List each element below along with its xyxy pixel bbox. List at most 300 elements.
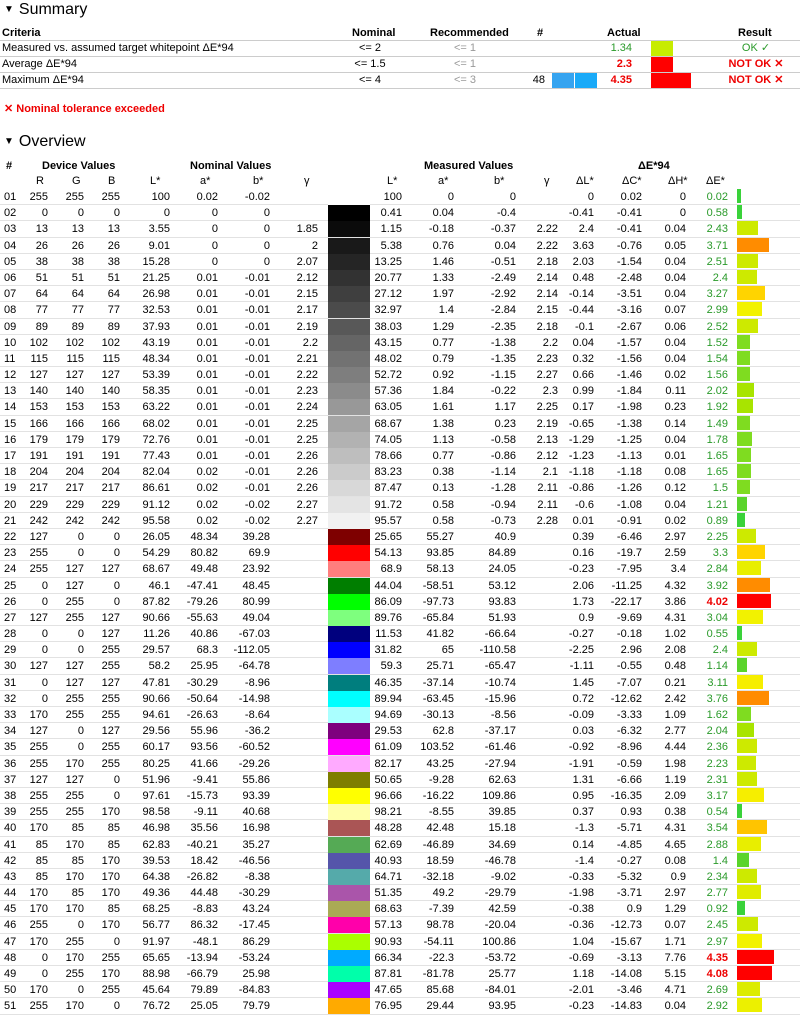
criteria-label: Measured vs. assumed target whitepoint ΔE*94 — [2, 42, 234, 54]
sub-header-b: B — [108, 175, 116, 187]
measured-l: 57.13 — [374, 919, 402, 932]
nominal-b: 80.99 — [242, 595, 270, 608]
nominal-a: 79.89 — [190, 984, 218, 997]
row-number: 42 — [4, 854, 17, 867]
measured-b: -1.35 — [490, 352, 516, 365]
measured-gamma: 2.1 — [542, 466, 558, 479]
group-header-num: # — [6, 160, 13, 172]
device-r: 127 — [29, 530, 48, 543]
device-b: 242 — [101, 514, 120, 527]
measured-a: -46.89 — [422, 838, 454, 851]
nominal-b: -0.02 — [244, 498, 270, 511]
color-swatch — [328, 934, 370, 950]
delta-h: 0.04 — [664, 433, 686, 446]
delta-e: 2.92 — [706, 1000, 728, 1013]
nominal-gamma: 2.23 — [296, 385, 318, 398]
delta-e-bar — [737, 545, 765, 559]
nominal-b: -0.02 — [244, 191, 270, 203]
row-number: 41 — [4, 838, 17, 851]
measured-b: -1.14 — [490, 466, 516, 479]
delta-e: 2.25 — [706, 530, 728, 543]
measured-gamma: 2.22 — [536, 239, 558, 252]
measured-b: 109.86 — [482, 789, 516, 802]
delta-e: 1.62 — [706, 709, 728, 721]
table-row — [0, 626, 800, 642]
device-g: 255 — [65, 968, 84, 980]
nominal-a: 68.3 — [196, 644, 218, 657]
nominal-l: 46.98 — [142, 822, 170, 835]
nominal-a: 93.56 — [190, 741, 218, 754]
delta-e-bar — [737, 302, 762, 316]
measured-l: 89.94 — [374, 692, 402, 705]
measured-a: 93.85 — [426, 547, 454, 560]
delta-e: 2.31 — [706, 773, 728, 786]
nominal-l: 26.05 — [142, 530, 170, 543]
device-r: 127 — [29, 369, 48, 382]
delta-e: 4.08 — [706, 968, 728, 980]
table-row — [0, 448, 800, 464]
nominal-a: -79.26 — [186, 595, 218, 608]
row-number: 45 — [4, 903, 17, 916]
delta-h: 4.31 — [664, 822, 686, 835]
row-number: 05 — [4, 255, 17, 268]
summary-section-title[interactable]: ▼ Summary — [4, 1, 88, 18]
delta-e: 1.49 — [706, 417, 728, 430]
delta-c: -0.27 — [616, 854, 642, 867]
measured-l: 50.65 — [374, 773, 402, 786]
nominal-a: -9.41 — [192, 773, 218, 786]
measured-b: 51.93 — [488, 611, 516, 624]
nominal-value: <= 4 — [358, 74, 382, 86]
device-r: 191 — [29, 450, 48, 462]
collapse-triangle-icon[interactable]: ▼ — [4, 136, 14, 147]
row-number: 12 — [4, 369, 17, 382]
delta-e: 1.78 — [706, 433, 728, 446]
color-swatch — [328, 998, 370, 1014]
device-r: 0 — [41, 951, 48, 964]
table-row — [0, 675, 800, 691]
device-g: 127 — [65, 579, 84, 592]
sub-header-measured-l: L* — [387, 175, 398, 187]
row-number: 39 — [4, 806, 17, 819]
device-g: 0 — [77, 207, 84, 220]
nominal-a: -26.63 — [186, 709, 218, 721]
measured-a: 0 — [447, 191, 454, 203]
delta-e-bar — [737, 497, 747, 511]
measured-b: -0.86 — [490, 450, 516, 462]
device-g: 255 — [65, 692, 84, 705]
count-swatch — [552, 73, 574, 88]
measured-gamma: 2.18 — [536, 255, 558, 268]
device-b: 115 — [102, 352, 120, 365]
nominal-gamma: 2.26 — [296, 450, 318, 462]
color-swatch — [328, 529, 370, 545]
delta-e: 4.02 — [706, 595, 728, 608]
nominal-gamma: 2.22 — [296, 369, 318, 382]
device-r: 255 — [29, 563, 48, 576]
delta-e-bar — [737, 286, 765, 300]
measured-gamma: 2.22 — [536, 223, 558, 236]
device-g: 0 — [77, 547, 84, 560]
device-g: 242 — [65, 514, 84, 527]
measured-b: -46.78 — [484, 854, 516, 867]
device-r: 204 — [29, 466, 48, 479]
delta-c: -1.13 — [616, 450, 642, 462]
delta-e: 3.11 — [707, 676, 728, 689]
table-row — [0, 658, 800, 674]
sub-header-measured-gamma: γ — [544, 175, 550, 187]
row-number: 04 — [4, 239, 17, 252]
delta-h: 0.04 — [664, 498, 686, 511]
device-r: 127 — [29, 660, 48, 673]
nominal-b: -0.01 — [244, 352, 270, 365]
row-number: 21 — [4, 514, 17, 527]
nominal-b: -84.83 — [238, 984, 270, 997]
color-swatch — [328, 594, 370, 610]
nominal-l: 82.04 — [142, 466, 170, 479]
delta-l: -0.6 — [575, 498, 594, 511]
device-r: 170 — [29, 887, 48, 900]
device-r: 217 — [29, 482, 48, 495]
collapse-triangle-icon[interactable]: ▼ — [4, 4, 14, 15]
nominal-b: 93.39 — [242, 789, 270, 802]
measured-l: 90.93 — [374, 935, 402, 948]
delta-l: -1.98 — [568, 887, 594, 900]
color-swatch — [328, 270, 370, 286]
table-row — [0, 205, 800, 221]
delta-e-bar — [737, 756, 756, 770]
nominal-b: -0.01 — [244, 417, 270, 430]
nominal-a: 18.42 — [190, 854, 218, 867]
device-b: 166 — [101, 417, 120, 430]
delta-e-bar — [737, 998, 762, 1012]
nominal-a: -40.21 — [186, 838, 218, 851]
device-g: 127 — [65, 773, 84, 786]
measured-b: -0.37 — [490, 223, 516, 236]
measured-a: -8.55 — [428, 806, 454, 819]
device-b: 85 — [107, 903, 120, 916]
measured-b: -20.04 — [484, 919, 516, 932]
measured-l: 20.77 — [374, 271, 402, 284]
measured-b: -53.72 — [484, 951, 516, 964]
nominal-a: 0.01 — [196, 417, 218, 430]
nominal-l: 11.26 — [143, 628, 170, 641]
device-r: 255 — [29, 919, 48, 932]
delta-l: -0.14 — [568, 288, 594, 301]
device-g: 115 — [66, 352, 84, 365]
device-b: 77 — [107, 304, 120, 317]
measured-b: 1.17 — [494, 401, 516, 414]
result-status: NOT OK ✕ — [728, 58, 784, 70]
nominal-a: -15.73 — [186, 789, 218, 802]
device-g: 153 — [65, 401, 84, 414]
device-b: 170 — [101, 919, 120, 932]
nominal-b: 40.68 — [242, 806, 270, 819]
delta-h: 2.77 — [664, 725, 686, 738]
nominal-gamma: 2.19 — [296, 320, 318, 333]
nominal-a: -55.63 — [186, 611, 218, 624]
delta-c: -1.18 — [616, 466, 642, 479]
measured-b: 53.12 — [488, 579, 516, 592]
nominal-b: -0.01 — [244, 320, 270, 333]
row-number: 36 — [4, 757, 17, 770]
device-r: 140 — [29, 385, 48, 398]
table-row — [0, 982, 800, 998]
color-swatch — [328, 189, 370, 205]
measured-b: -0.22 — [490, 385, 516, 398]
delta-e: 1.52 — [706, 336, 728, 349]
device-b: 0 — [113, 579, 120, 592]
table-row — [0, 756, 800, 772]
device-g: 26 — [71, 239, 84, 252]
device-b: 127 — [101, 628, 120, 641]
delta-e-bar — [737, 982, 760, 996]
nominal-a: -9.11 — [193, 806, 218, 819]
delta-l: 0.9 — [578, 611, 594, 624]
measured-b: -0.51 — [490, 255, 516, 268]
measured-b: 15.18 — [488, 822, 516, 835]
measured-l: 89.76 — [374, 611, 402, 624]
measured-a: 98.78 — [426, 919, 454, 932]
table-row — [0, 885, 800, 901]
row-number: 46 — [4, 919, 17, 932]
device-r: 242 — [29, 514, 48, 527]
measured-b: 100.86 — [482, 935, 516, 948]
nominal-gamma: 2.27 — [296, 514, 318, 527]
recommended-value: <= 1 — [453, 58, 477, 70]
nominal-l: 26.98 — [142, 288, 170, 301]
device-g: 127 — [65, 660, 84, 673]
sub-header-b-star: b* — [253, 175, 264, 187]
measured-gamma: 2.27 — [536, 369, 558, 382]
recommended-value: <= 3 — [453, 74, 477, 86]
delta-c: -15.67 — [610, 935, 642, 948]
device-g: 255 — [65, 709, 84, 721]
table-row — [0, 302, 800, 318]
delta-c: -0.76 — [616, 239, 642, 252]
device-b: 255 — [101, 757, 120, 770]
delta-c: -0.18 — [616, 628, 642, 641]
device-r: 0 — [41, 968, 48, 980]
color-swatch — [328, 221, 370, 237]
nominal-l: 39.53 — [142, 854, 170, 867]
nominal-b: 55.86 — [242, 773, 270, 786]
nominal-l: 46.1 — [148, 579, 170, 592]
measured-l: 48.02 — [374, 352, 402, 365]
delta-e-bar — [737, 869, 757, 883]
delta-h: 0.04 — [664, 288, 686, 301]
delta-l: -0.36 — [568, 919, 594, 932]
table-row — [0, 901, 800, 917]
delta-e: 2.69 — [706, 984, 728, 997]
nominal-b: -64.78 — [238, 660, 270, 673]
nominal-l: 3.55 — [148, 223, 170, 236]
nominal-l: 76.72 — [142, 1000, 170, 1013]
measured-l: 57.36 — [374, 385, 402, 398]
measured-b: -0.4 — [497, 207, 516, 220]
nominal-l: 65.65 — [142, 951, 170, 964]
measured-l: 32.97 — [374, 304, 402, 317]
delta-c: -19.7 — [616, 547, 642, 560]
nominal-b: 49.04 — [242, 611, 270, 624]
delta-h: 0.21 — [664, 676, 686, 689]
table-row — [0, 917, 800, 933]
row-number: 50 — [4, 984, 17, 997]
nominal-a: 0 — [211, 223, 218, 236]
measured-a: 1.33 — [432, 271, 454, 284]
device-b: 85 — [107, 822, 120, 835]
delta-e-bar — [737, 416, 750, 430]
measured-a: 55.27 — [426, 530, 454, 543]
device-b: 179 — [101, 433, 120, 446]
actual-value: 2.3 — [616, 58, 632, 70]
row-number: 01 — [4, 191, 17, 203]
device-b: 127 — [101, 563, 120, 576]
delta-e-bar — [737, 383, 754, 397]
color-swatch — [328, 901, 370, 917]
measured-b: -2.84 — [490, 304, 516, 317]
nominal-a: 44.48 — [190, 887, 218, 900]
device-r: 0 — [41, 579, 48, 592]
sub-header-l: L* — [150, 175, 161, 187]
measured-l: 87.81 — [374, 968, 402, 980]
device-b: 85 — [107, 838, 120, 851]
delta-h: 3.86 — [664, 595, 686, 608]
measured-b: -84.01 — [484, 984, 516, 997]
row-number: 15 — [4, 417, 17, 430]
nominal-l: 58.35 — [142, 385, 170, 398]
delta-c: -0.41 — [616, 207, 642, 220]
delta-l: -0.38 — [568, 903, 594, 916]
measured-a: -0.18 — [428, 223, 454, 236]
device-g: 127 — [65, 369, 84, 382]
nominal-gamma: 2.24 — [296, 401, 318, 414]
delta-c: -1.54 — [616, 255, 642, 268]
delta-h: 0.07 — [664, 919, 686, 932]
delta-c: 0.93 — [620, 806, 642, 819]
color-swatch — [328, 399, 370, 415]
delta-e: 2.77 — [706, 887, 728, 900]
device-r: 0 — [41, 628, 48, 641]
nominal-l: 68.25 — [142, 903, 170, 916]
recommended-value: <= 1 — [453, 42, 477, 54]
nominal-b: -112.05 — [233, 644, 270, 657]
nominal-l: 29.57 — [142, 644, 170, 657]
delta-h: 0.02 — [664, 369, 686, 382]
device-b: 0 — [113, 595, 120, 608]
row-number: 22 — [4, 530, 17, 543]
device-b: 0 — [113, 789, 120, 802]
delta-c: -5.71 — [616, 822, 642, 835]
nominal-a: 0.01 — [196, 352, 218, 365]
measured-l: 68.63 — [374, 903, 402, 916]
device-b: 0 — [113, 935, 120, 948]
delta-c: -2.67 — [616, 320, 642, 333]
nominal-a: 0.01 — [196, 369, 218, 382]
color-swatch — [328, 626, 370, 642]
measured-a: 0.38 — [432, 466, 454, 479]
measured-a: 62.8 — [432, 725, 454, 738]
measured-gamma: 2.13 — [536, 433, 558, 446]
device-b: 255 — [101, 644, 120, 657]
nominal-l: 0 — [163, 207, 170, 220]
color-swatch — [328, 917, 370, 933]
device-g: 64 — [71, 288, 84, 301]
nominal-l: 86.61 — [142, 482, 170, 495]
delta-h: 0.04 — [664, 1000, 686, 1013]
measured-l: 64.71 — [374, 870, 402, 883]
nominal-a: 49.48 — [190, 563, 218, 576]
delta-l: 2.4 — [578, 223, 594, 236]
delta-h: 0.14 — [664, 417, 686, 430]
delta-e: 1.65 — [706, 450, 728, 462]
delta-l: -0.23 — [568, 563, 594, 576]
table-row — [0, 739, 800, 755]
measured-gamma: 2.19 — [536, 417, 558, 430]
delta-h: 0.08 — [664, 466, 686, 479]
nominal-b: -53.24 — [238, 951, 270, 964]
measured-b: -1.38 — [490, 336, 516, 349]
nominal-b: -0.01 — [244, 271, 270, 284]
table-row — [0, 561, 800, 577]
color-swatch — [328, 383, 370, 399]
delta-l: 3.63 — [572, 239, 594, 252]
nominal-l: 91.12 — [142, 498, 170, 511]
nominal-b: -8.96 — [244, 676, 270, 689]
device-g: 170 — [65, 903, 84, 916]
device-r: 85 — [35, 870, 48, 883]
nominal-b: -8.38 — [244, 870, 270, 883]
device-r: 170 — [29, 709, 48, 721]
delta-c: -3.46 — [616, 984, 642, 997]
measured-l: 11.53 — [375, 628, 402, 641]
delta-e-bar — [737, 480, 750, 494]
measured-l: 27.12 — [374, 288, 402, 301]
delta-l: 1.04 — [572, 935, 594, 948]
measured-b: 42.59 — [488, 903, 516, 916]
measured-a: 49.2 — [432, 887, 454, 900]
delta-c: -1.38 — [616, 417, 642, 430]
nominal-b: 0 — [263, 239, 270, 252]
delta-h: 7.76 — [664, 951, 686, 964]
actual-bar — [651, 41, 673, 56]
nominal-l: 54.29 — [142, 547, 170, 560]
measured-l: 1.15 — [380, 223, 402, 236]
row-number: 11 — [4, 352, 16, 365]
delta-l: 1.31 — [572, 773, 594, 786]
delta-e-bar — [737, 934, 762, 948]
row-number: 27 — [4, 611, 17, 624]
device-r: 255 — [29, 191, 48, 203]
delta-c: -3.33 — [616, 709, 642, 721]
table-row — [0, 804, 800, 820]
delta-h: 2.97 — [664, 530, 686, 543]
delta-l: 0.66 — [572, 369, 594, 382]
delta-e: 0.92 — [706, 903, 728, 916]
delta-c: -0.41 — [616, 223, 642, 236]
nominal-b: -29.26 — [238, 757, 270, 770]
header-recommended: Recommended — [430, 27, 509, 39]
device-g: 127 — [65, 676, 84, 689]
delta-h: 2.08 — [664, 644, 686, 657]
color-swatch — [328, 853, 370, 869]
color-swatch — [328, 561, 370, 577]
nominal-b: -0.01 — [244, 336, 270, 349]
device-r: 255 — [29, 789, 48, 802]
delta-h: 0.01 — [664, 450, 686, 462]
delta-e: 0.55 — [706, 628, 728, 641]
overview-section-title[interactable]: ▼ Overview — [4, 133, 86, 150]
